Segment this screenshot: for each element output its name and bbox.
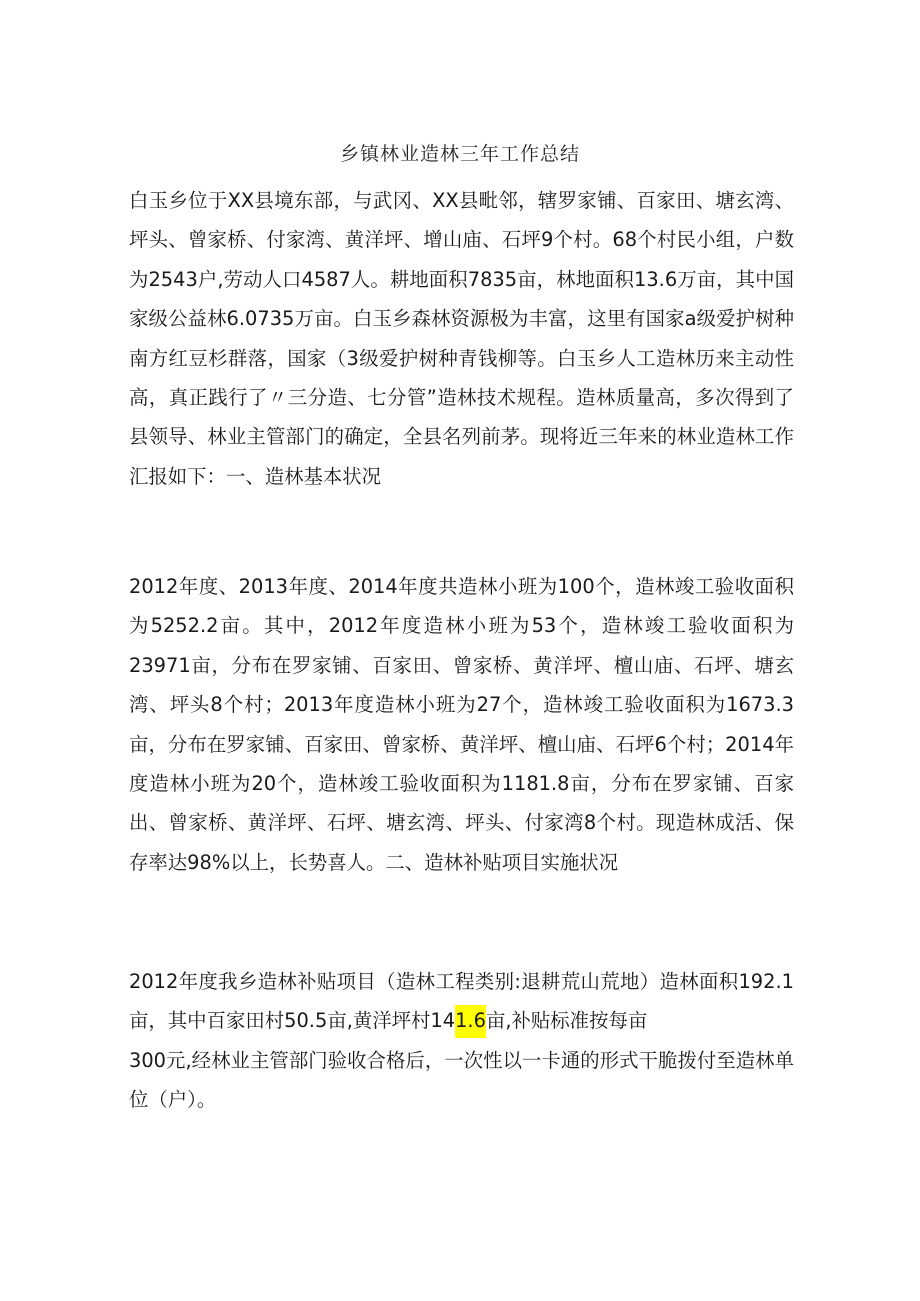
- paragraph-1: [129, 181, 794, 496]
- paragraph-3: [129, 962, 794, 1120]
- paragraph-line-1: [129, 962, 794, 1041]
- paragraph-text: 2012年度、2013年度、2014年度共造林小班为100个，造林竣工验收面积为5252.2亩。其中，2012年度造林小班为53个，造林竣工验收面积为23971亩，分布在罗家铺、百家田、曾家桥、黄洋坪、檀山庙、石坪、塘玄湾、坪头8个村；2013年度造林小班为27个，造林竣工验收面积为1673.3亩，分布在罗家铺、百家田、曾家桥、黄洋坪、檀山庙、石坪6个村；2014年度造林小班为20个，造林竣工验收面积为1181.8亩，分布在罗家铺、百家出、曾家桥、黄洋坪、石坪、塘玄湾、坪头、付家湾8个村。现造林成活、保存率达98%以上，长势喜人。二、造林补贴项目实施状况: [129, 575, 794, 874]
- paragraph-2: [129, 567, 794, 882]
- paragraph-line-2: 300元,经林业主管部门验收合格后，一次性以一卡通的形式干脆拨付至造林单位（户）。: [129, 1048, 794, 1112]
- paragraph-text: 白玉乡位于XX县境东部，与武冈、XX县毗邻，辖罗家铺、百家田、塘玄湾、坪头、曾家桥、付家湾、黄洋坪、增山庙、石坪9个村。68个村民小组，户数为2543户,劳动人口4587人。耕地面积7835亩，林地面积13.6万亩，其中国家级公益林6.0735万亩。白玉乡森林资源极为丰富，这里有国家a级爱护树种南方红豆杉群落，国家（3级爱护树种青钱柳等。白玉乡人工造林历来主动性高，真正践行了〃三分造、七分管”造林技术规程。造林质量高，多次得到了县领导、林业主管部门的确定，全县名列前茅。现将近三年来的林业造林工作汇报如下：一、造林基本状况: [129, 189, 794, 488]
- highlighted-text: 1.6: [455, 1005, 486, 1038]
- paragraph-text-end: 亩,补贴标准按每亩: [485, 1009, 648, 1033]
- paragraph-text-start: 2012年度我乡造林补贴项目（造林工程类别:退耕荒山荒地）造林面积192.1亩，其中百家田村50.5亩,黄洋坪村14: [129, 970, 794, 1033]
- document-title: 乡镇林业造林三年工作总结: [339, 143, 580, 165]
